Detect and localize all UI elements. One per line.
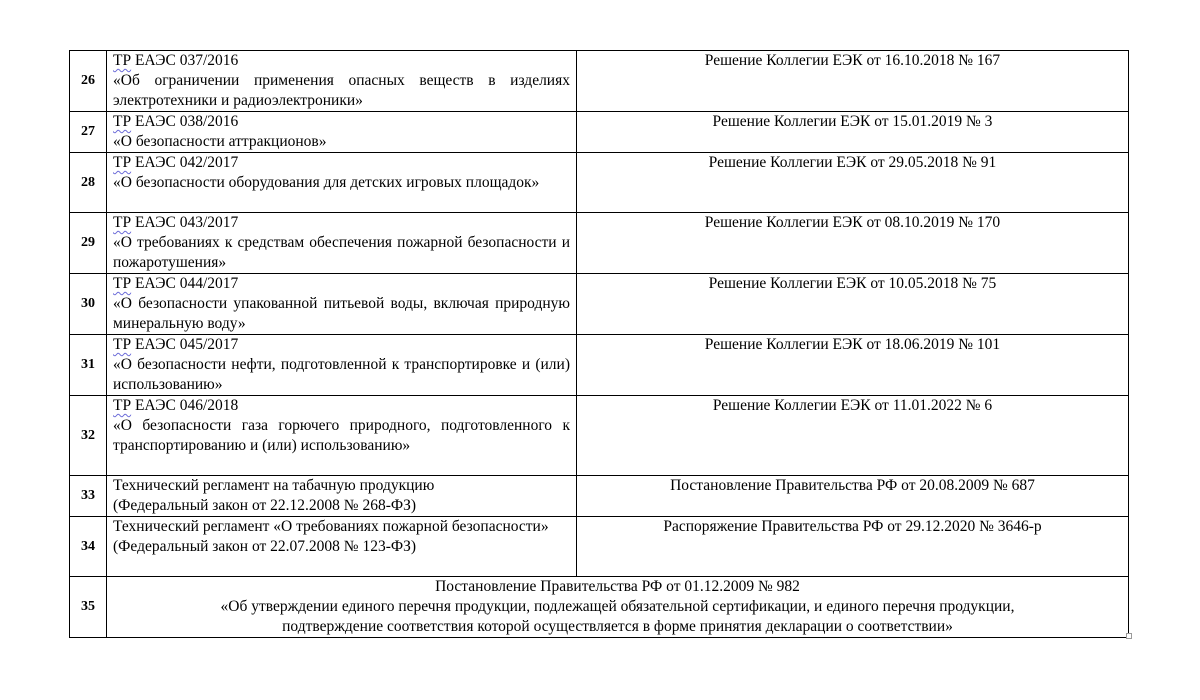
regulation-code xyxy=(113,335,570,355)
regulation-code xyxy=(113,213,570,233)
approving-act: Постановление Правительства РФ от 20.08.2009 № 687 xyxy=(577,476,1129,517)
table-resize-handle[interactable] xyxy=(1126,633,1132,639)
regulation-code-prefix: ТР xyxy=(113,154,132,171)
regulation-cell xyxy=(107,51,577,112)
approving-act: Решение Коллегии ЕЭК от 11.01.2022 № 6 xyxy=(577,396,1129,476)
regulation-cell xyxy=(107,335,577,396)
table-row xyxy=(70,51,1129,112)
regulations-table xyxy=(69,50,1129,638)
federal-law: (Федеральный закон от 22.12.2008 № 268-ФЗ) xyxy=(113,497,417,514)
regulation-cell xyxy=(107,112,577,153)
regulation-cell xyxy=(107,476,577,517)
row-number: 32 xyxy=(70,396,107,476)
regulation-cell xyxy=(107,153,577,213)
row-number: 28 xyxy=(70,153,107,213)
table-row xyxy=(70,213,1129,274)
decree-description-line: «Об утверждении единого перечня продукции, подлежащей обязательной сертификации, и единого перечня продукции, xyxy=(220,598,1015,615)
decree-description-line: подтверждение соответствия которой осуществляется в форме принятия декларации о соответствии» xyxy=(282,618,953,635)
regulation-code-number: ЕАЭС 043/2017 xyxy=(131,214,239,231)
row-number: 35 xyxy=(70,577,107,638)
table-row xyxy=(70,396,1129,476)
regulation-code-prefix: ТР xyxy=(113,275,132,292)
approving-act: Решение Коллегии ЕЭК от 10.05.2018 № 75 xyxy=(577,274,1129,335)
regulation-code-number: ЕАЭС 038/2016 xyxy=(131,113,239,130)
approving-act: Решение Коллегии ЕЭК от 16.10.2018 № 167 xyxy=(577,51,1129,112)
table-row xyxy=(70,112,1129,153)
decree-title: Постановление Правительства РФ от 01.12.2009 № 982 xyxy=(435,578,800,595)
table-row xyxy=(70,335,1129,396)
table-row xyxy=(70,577,1129,638)
table-row xyxy=(70,274,1129,335)
regulation-code-number: ЕАЭС 044/2017 xyxy=(131,275,239,292)
merged-decree-cell xyxy=(107,577,1129,638)
approving-act: Решение Коллегии ЕЭК от 18.06.2019 № 101 xyxy=(577,335,1129,396)
regulation-code-prefix: ТР xyxy=(113,52,132,69)
regulation-title: «О безопасности газа горючего природного, подготовленного к транспортированию и (или) использованию» xyxy=(113,417,570,454)
regulation-title: «О безопасности упакованной питьевой воды, включая природную минеральную воду» xyxy=(113,295,570,332)
regulation-code-prefix: ТР xyxy=(113,336,132,353)
regulation-cell xyxy=(107,396,577,476)
regulation-code-number: ЕАЭС 045/2017 xyxy=(131,336,239,353)
regulation-title: Технический регламент «О требованиях пожарной безопасности» xyxy=(113,518,549,535)
regulation-title: «О требованиях к средствам обеспечения пожарной безопасности и пожаротушения» xyxy=(113,234,570,271)
regulation-code xyxy=(113,274,570,294)
regulation-cell xyxy=(107,213,577,274)
row-number: 34 xyxy=(70,517,107,577)
approving-act: Решение Коллегии ЕЭК от 08.10.2019 № 170 xyxy=(577,213,1129,274)
regulation-code-prefix: ТР xyxy=(113,113,132,130)
regulation-code xyxy=(113,112,570,132)
regulation-code xyxy=(113,396,570,416)
regulation-code-number: ЕАЭС 037/2016 xyxy=(131,52,239,69)
row-number: 31 xyxy=(70,335,107,396)
regulation-cell xyxy=(107,274,577,335)
regulation-code-number: ЕАЭС 042/2017 xyxy=(131,154,239,171)
row-number: 26 xyxy=(70,51,107,112)
regulation-code-prefix: ТР xyxy=(113,397,132,414)
row-number: 29 xyxy=(70,213,107,274)
row-number: 33 xyxy=(70,476,107,517)
regulation-title: «Об ограничении применения опасных веществ в изделиях электротехники и радиоэлектроники» xyxy=(113,72,570,109)
regulation-code-prefix: ТР xyxy=(113,214,132,231)
approving-act: Распоряжение Правительства РФ от 29.12.2020 № 3646-р xyxy=(577,517,1129,577)
table-row xyxy=(70,517,1129,577)
federal-law: (Федеральный закон от 22.07.2008 № 123-ФЗ) xyxy=(113,538,417,555)
regulation-code-number: ЕАЭС 046/2018 xyxy=(131,397,239,414)
row-number: 30 xyxy=(70,274,107,335)
table-row xyxy=(70,153,1129,213)
table-row xyxy=(70,476,1129,517)
regulation-code xyxy=(113,153,570,173)
regulation-title: «О безопасности оборудования для детских игровых площадок» xyxy=(113,174,540,191)
approving-act: Решение Коллегии ЕЭК от 15.01.2019 № 3 xyxy=(577,112,1129,153)
approving-act: Решение Коллегии ЕЭК от 29.05.2018 № 91 xyxy=(577,153,1129,213)
regulation-cell xyxy=(107,517,577,577)
regulation-title: «О безопасности нефти, подготовленной к транспортировке и (или) использованию» xyxy=(113,356,570,393)
regulation-title: Технический регламент на табачную продукцию xyxy=(113,477,435,494)
row-number: 27 xyxy=(70,112,107,153)
regulation-code xyxy=(113,51,570,71)
regulation-title: «О безопасности аттракционов» xyxy=(113,133,327,150)
